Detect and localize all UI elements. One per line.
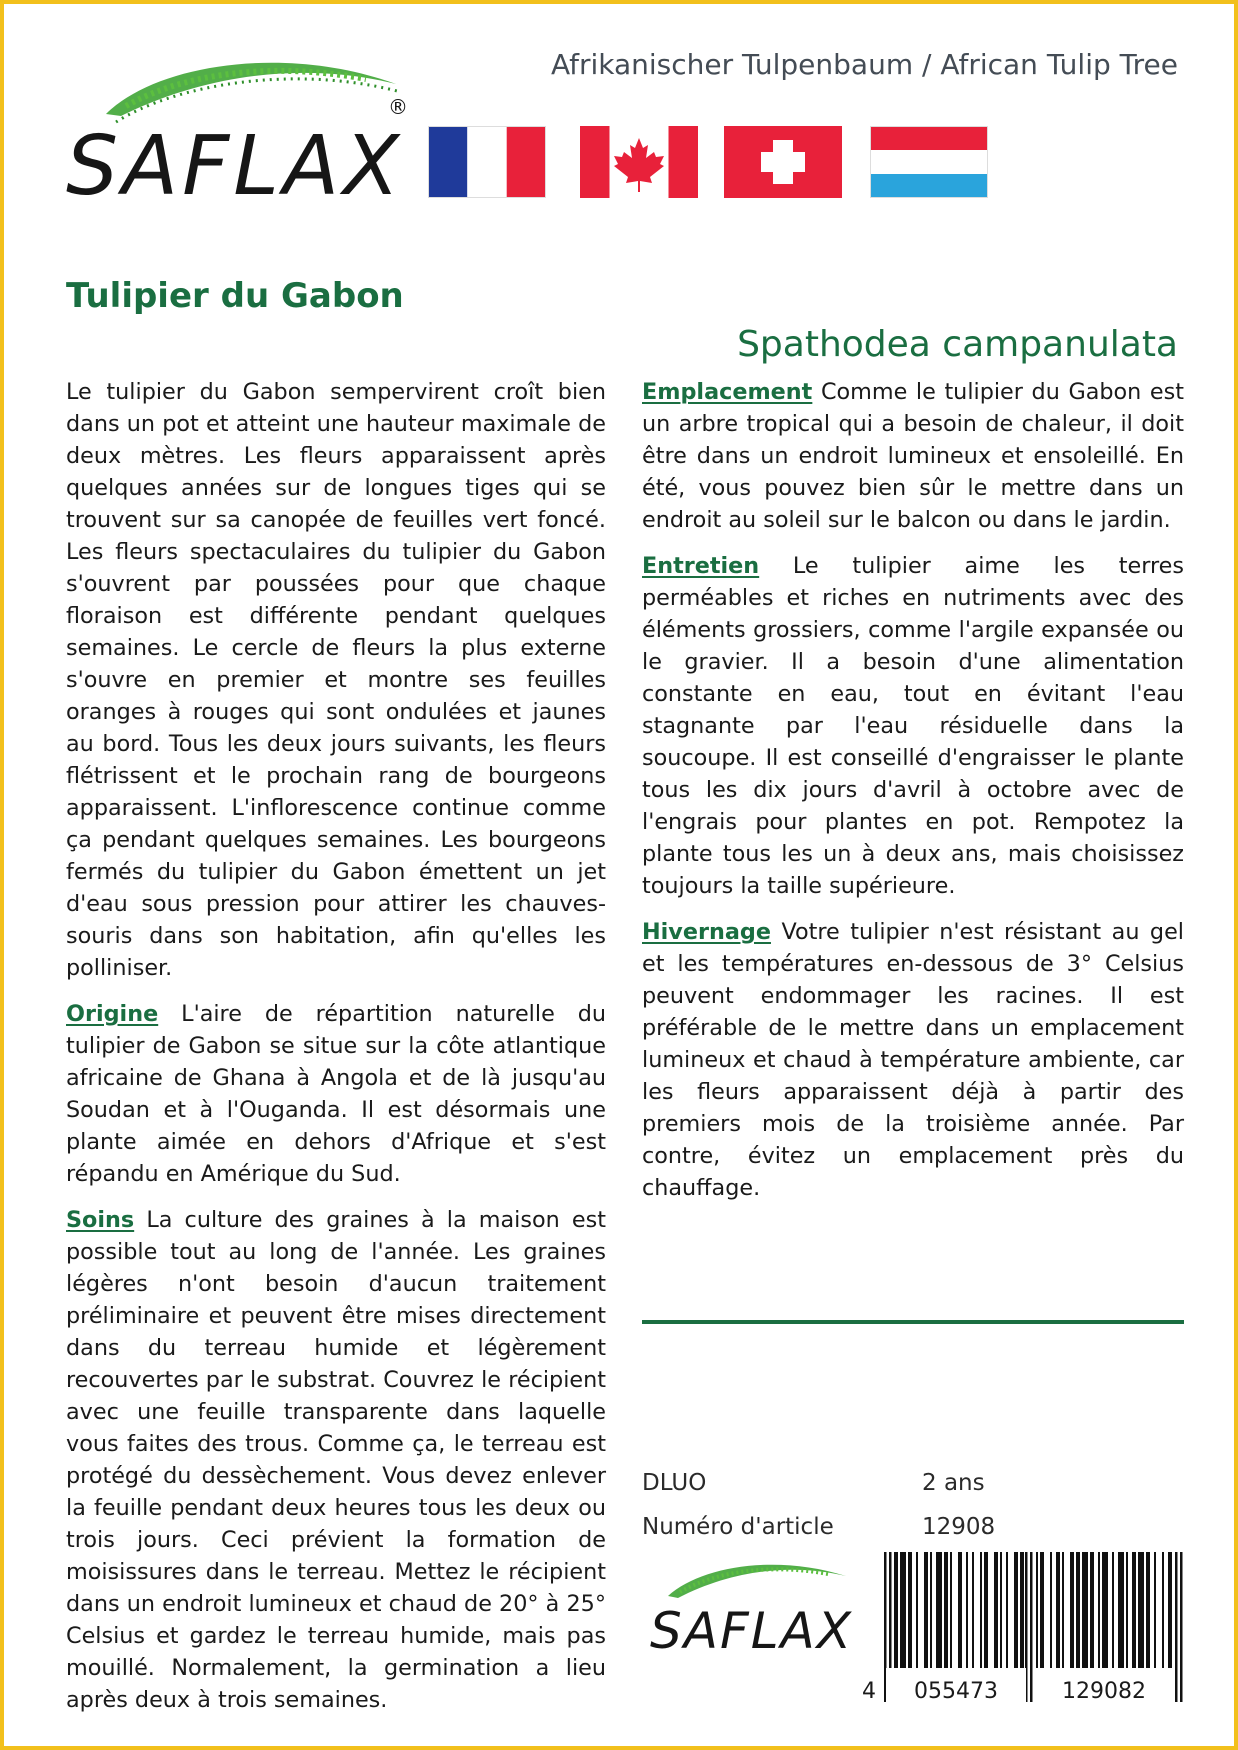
hivernage-heading: Hivernage (642, 919, 771, 945)
origine-heading: Origine (66, 1001, 159, 1027)
logo-swoosh-icon (106, 63, 401, 122)
hivernage-section (642, 916, 1184, 1204)
saflax-logo-small (646, 1552, 856, 1662)
barcode (862, 1552, 1184, 1702)
divider (642, 1320, 1184, 1324)
dluo-value: 2 ans (922, 1470, 985, 1496)
dluo-label: DLUO (642, 1470, 707, 1496)
logo-wordmark-small: SAFLAX (650, 1602, 854, 1660)
soins-text: La culture des graines à la maison est possible tout au long de l'année. Les graines légères n'ont besoin d'aucun traitement préliminaire et peuvent être mises directement dans du terreau humide et légèrement recouvertes par le substrat. Couvrez le récipient avec une feuille transparente dans laquelle vous faites des trous. Comme ça, le terreau est protégé du dessèchement. Vous devez enlever la feuille pendant deux heures tous les deux ou trois jours. Ceci prévient la formation de moisissures dans le terreau. Mettez le récipient dans un endroit lumineux et chaud de 20° à 25° Celsius et gardez le terreau humide, mais pas mouillé. Normalement, la germination a lieu après deux à trois semaines. (66, 1207, 606, 1713)
switzerland-flag-icon (724, 126, 842, 198)
france-flag-icon (428, 126, 546, 198)
emplacement-text: Comme le tulipier du Gabon est un arbre tropical qui a besoin de chaleur, il doit être dans un endroit lumineux et ensoleillé. En été, vous pouvez bien sûr le mettre dans un endroit au soleil sur le balcon ou dans le jardin. (642, 379, 1184, 533)
entretien-section (642, 550, 1184, 902)
logo-swoosh-small-icon (668, 1565, 846, 1598)
canada-flag-icon (580, 126, 698, 198)
header-title: Afrikanischer Tulpenbaum / African Tulip Tree (550, 48, 1178, 81)
article-value: 12908 (922, 1514, 996, 1540)
hivernage-text: Votre tulipier n'est résistant au gel et les températures en-dessous de 3° Celsius peuvent endommager les racines. Il est préférable de le mettre dans un emplacement lumineux et chaud à température ambiente, car les fleurs apparaissent déjà à partir des premiers mois de la troisième année. Par contre, évitez un emplacement près du chauffage. (642, 919, 1184, 1201)
right-column (642, 376, 1184, 1218)
logo-wordmark: SAFLAX (66, 119, 404, 214)
origine-text: L'aire de répartition naturelle du tulipier de Gabon se situe sur la côte atlantique africaine de Ghana à Angola et de là jusqu'au Soudan et à l'Ouganda. Il est désormais une plante aimée en dehors d'Afrique et s'est répandu en Amérique du Sud. (66, 1001, 606, 1187)
entretien-text: Le tulipier aime les terres perméables et riches en nutriments avec des éléments grossiers, comme l'argile expansée ou le gravier. Il a besoin d'une alimentation constante en eau, tout en évitant l'eau stagnante par l'eau résiduelle dans la soucoupe. Il est conseillé d'engraisser le plante tous les dix jours d'avril à octobre avec de l'engrais pour plantes en pot. Rempotez la plante tous les un à deux ans, mais choisissez toujours la taille supérieure. (642, 553, 1184, 899)
saflax-logo (66, 44, 416, 214)
left-column (66, 376, 606, 1730)
soins-heading: Soins (66, 1207, 135, 1233)
article-label: Numéro d'article (642, 1514, 834, 1540)
luxembourg-flag-icon (870, 126, 988, 198)
entretien-heading: Entretien (642, 553, 760, 579)
emplacement-heading: Emplacement (642, 379, 813, 405)
barcode-digits-left: 055473 (914, 1679, 998, 1702)
soins-section (66, 1204, 606, 1716)
latin-name: Spathodea campanulata (737, 324, 1178, 365)
intro-text: Le tulipier du Gabon sempervirent croît bien dans un pot et atteint une hauteur maximale de deux mètres. Les fleurs apparaissent après quelques années sur de longues tiges qui se trouvent sur sa canopée de feuilles vert foncé. Les fleurs spectaculaires du tulipier du Gabon s'ouvrent par poussées pour que chaque floraison est différente pendant quelques semaines. Le cercle de fleurs la plus externe s'ouvre en premier et montre ses feuilles oranges à rouges qui sont ondulées et jaunes au bord. Tous les deux jours suivants, les fleurs flétrissent et le prochain rang de bourgeons apparaissent. L'inflorescence continue comme ça pendant quelques semaines. Les bourgeons fermés du tulipier du Gabon émettent un jet d'eau sous pression pour attirer les chauves-souris dans son habitation, afin qu'elles les polliniser. (66, 379, 606, 981)
origine-section (66, 998, 606, 1190)
product-title: Tulipier du Gabon (66, 276, 404, 316)
emplacement-section (642, 376, 1184, 536)
barcode-digit-first: 4 (862, 1679, 876, 1702)
barcode-digits-right: 129082 (1062, 1679, 1146, 1702)
intro-paragraph (66, 376, 606, 984)
registered-mark: ® (388, 95, 408, 119)
